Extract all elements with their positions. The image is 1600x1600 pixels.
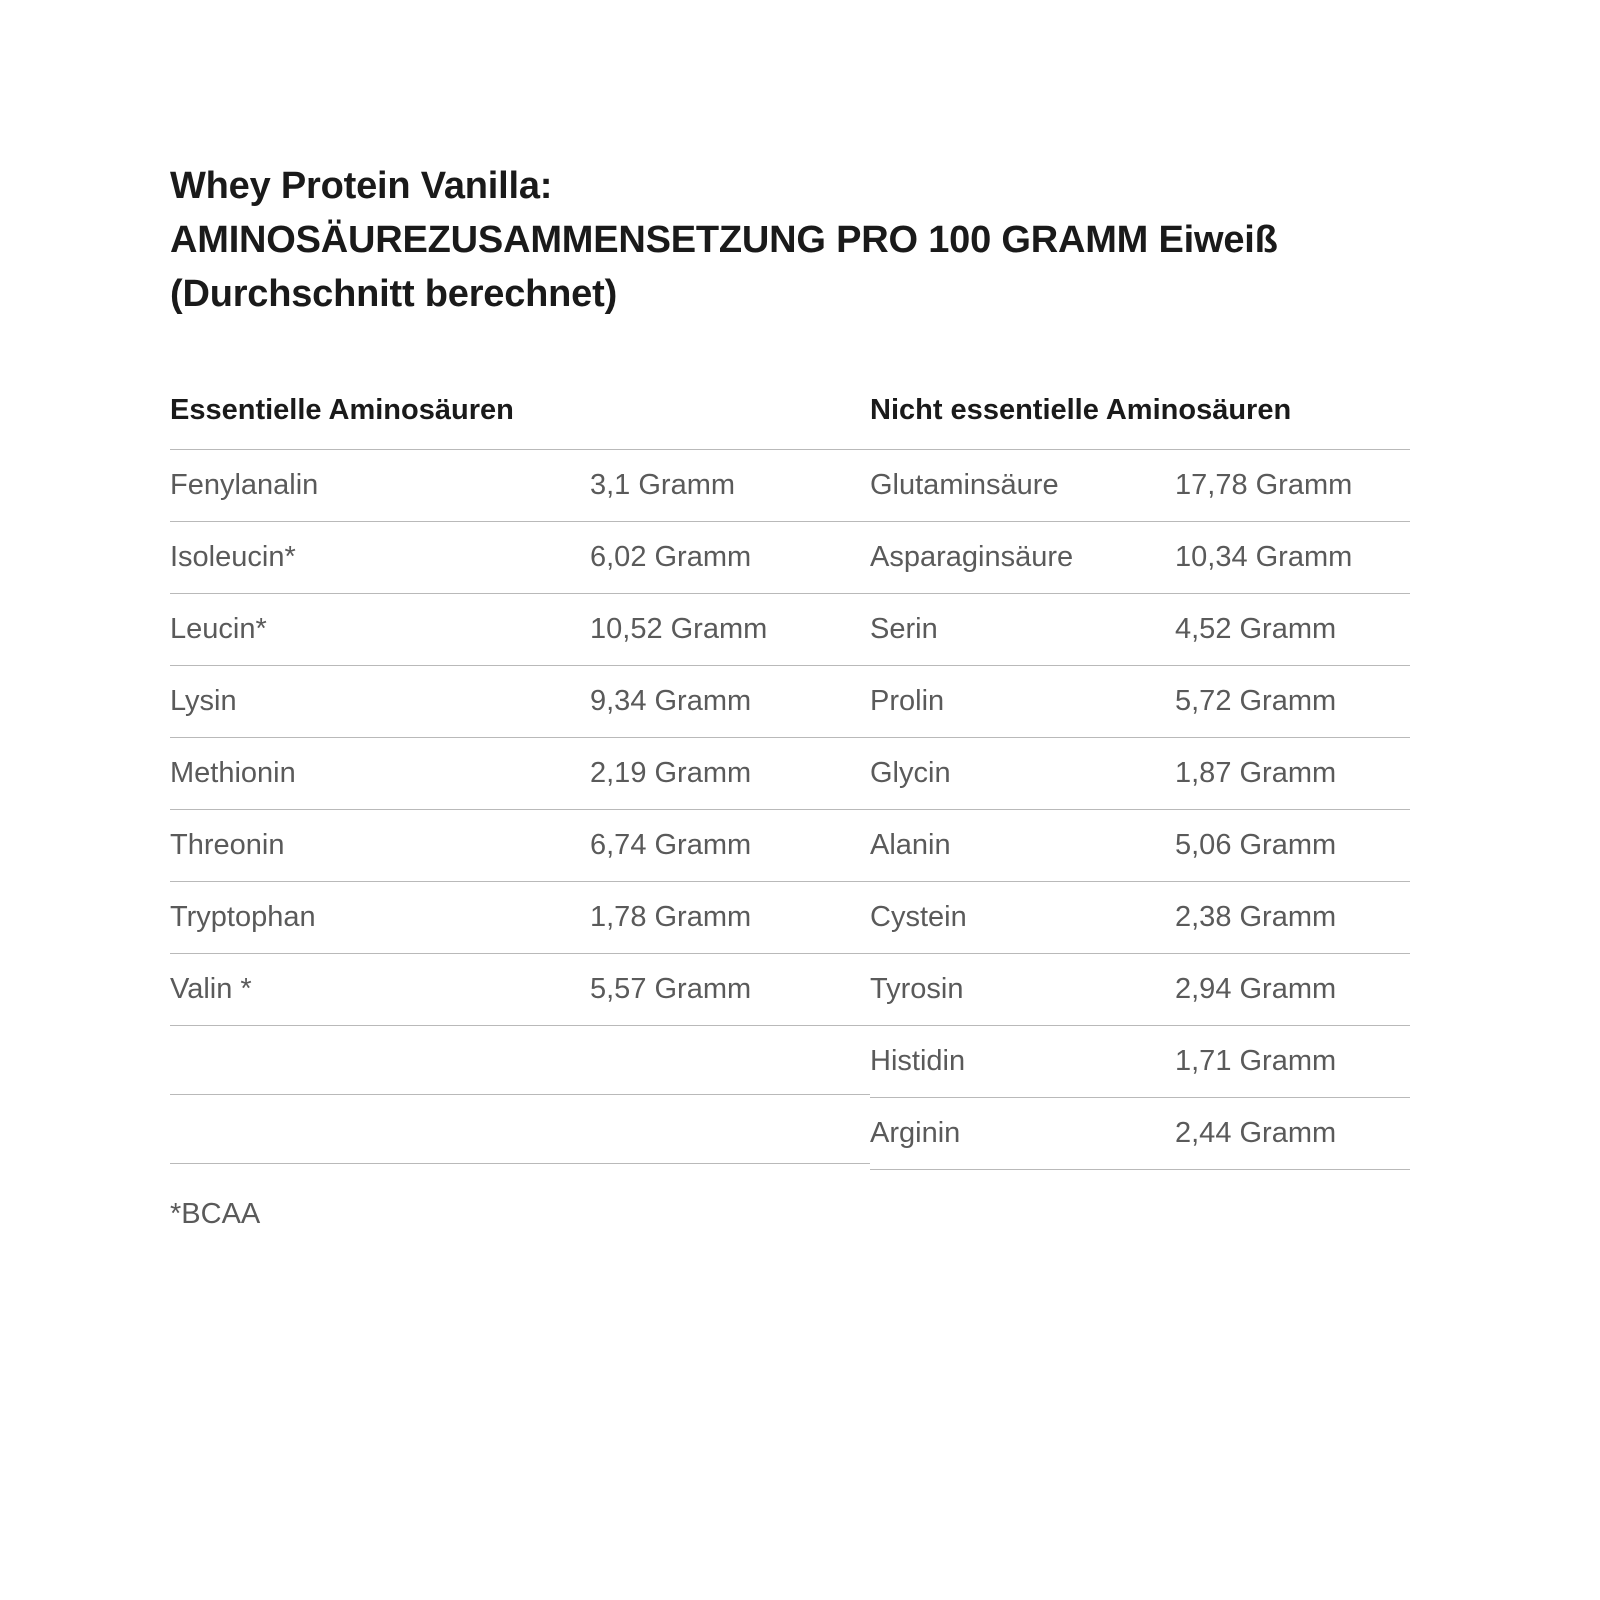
non-essential-amino-acids-column [870,394,1410,1170]
non-essential-amino-acids-table [870,449,1410,1170]
amino-acid-value: 5,57 Gramm [590,972,752,1005]
table-row [170,665,870,737]
amino-acid-tables [170,394,1430,1170]
amino-acid-value: 2,94 Gramm [1175,972,1337,1005]
table-row [870,593,1410,665]
amino-acid-value: 5,06 Gramm [1175,828,1337,861]
footnote-bcaa: *BCAA [170,1197,261,1230]
page-title-line-3: (Durchschnitt berechnet) [170,272,618,315]
amino-acid-value: 10,52 Gramm [590,612,768,645]
table-row [870,665,1410,737]
amino-acid-name: Threonin [170,828,285,861]
table-row [870,449,1410,521]
amino-acid-value: 9,34 Gramm [590,684,752,717]
amino-acid-value: 3,1 Gramm [590,468,736,501]
table-row [170,593,870,665]
amino-acid-name: Fenylanalin [170,468,319,501]
amino-acid-name: Leucin* [170,612,267,645]
table-row [170,809,870,881]
essential-column-heading: Essentielle Aminosäuren [170,393,514,426]
amino-acid-value [590,1025,870,1094]
table-row [870,737,1410,809]
amino-acid-value: 4,52 Gramm [1175,612,1337,645]
amino-acid-name [170,1094,590,1163]
essential-amino-acids-column [170,394,870,1170]
amino-acid-value: 17,78 Gramm [1175,468,1353,501]
amino-acid-name: Cystein [870,900,967,933]
table-row [170,953,870,1025]
amino-acid-value: 1,78 Gramm [590,900,752,933]
page-title [170,160,1430,322]
table-row [870,809,1410,881]
amino-acid-value: 2,19 Gramm [590,756,752,789]
amino-acid-name: Isoleucin* [170,540,296,573]
table-row [870,881,1410,953]
amino-acid-name: Prolin [870,684,945,717]
table-row [170,737,870,809]
table-row [870,1097,1410,1169]
amino-acid-name: Glycin [870,756,951,789]
table-row [870,521,1410,593]
page-title-line-2: AMINOSÄUREZUSAMMENSETZUNG PRO 100 GRAMM Eiweiß [170,218,1278,261]
table-row [170,521,870,593]
amino-acid-name: Serin [870,612,938,645]
amino-acid-value: 2,44 Gramm [1175,1116,1337,1149]
table-row [170,449,870,521]
amino-acid-value: 1,71 Gramm [1175,1044,1337,1077]
amino-acid-value: 10,34 Gramm [1175,540,1353,573]
amino-acid-name: Glutaminsäure [870,468,1059,501]
amino-acid-value: 5,72 Gramm [1175,684,1337,717]
table-row [870,953,1410,1025]
amino-acid-name: Tryptophan [170,900,316,933]
table-row [170,881,870,953]
amino-acid-name: Valin * [170,972,252,1005]
amino-acid-name: Histidin [870,1044,966,1077]
amino-acid-name [170,1025,590,1094]
amino-acid-name: Tyrosin [870,972,964,1005]
page-title-line-1: Whey Protein Vanilla: [170,165,553,207]
table-row-empty [170,1094,870,1163]
table-row-empty [170,1025,870,1094]
non-essential-column-heading: Nicht essentielle Aminosäuren [870,393,1292,426]
amino-acid-value: 6,02 Gramm [590,540,752,573]
amino-acid-value: 2,38 Gramm [1175,900,1337,933]
amino-acid-value [590,1094,870,1163]
amino-acid-value: 6,74 Gramm [590,828,752,861]
essential-amino-acids-table [170,449,870,1164]
amino-acid-name: Lysin [170,684,237,717]
amino-acid-name: Alanin [870,828,951,861]
amino-acid-value: 1,87 Gramm [1175,756,1337,789]
amino-acid-name: Asparaginsäure [870,540,1074,573]
table-row [870,1025,1410,1097]
amino-acid-name: Arginin [870,1116,961,1149]
amino-acid-name: Methionin [170,756,296,789]
